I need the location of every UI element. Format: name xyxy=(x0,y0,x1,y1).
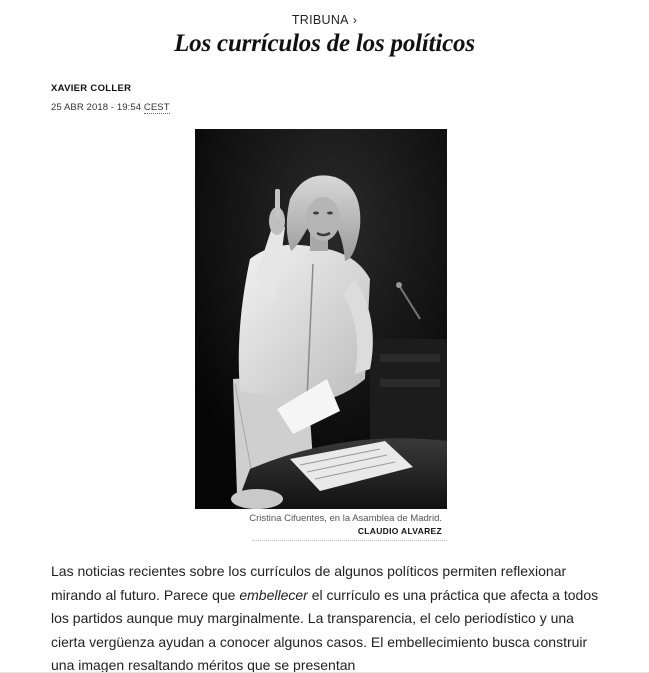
paragraph-text-start: Las noticias recientes sobre los currículos de algunos políticos permiten reflexionar mirando al futuro. Parece que xyxy=(51,563,567,603)
photo-credit: CLAUDIO ALVAREZ xyxy=(357,526,442,536)
article-body xyxy=(51,560,599,673)
photo-caption-text: Cristina Cifuentes, en la Asamblea de Madrid. xyxy=(249,513,442,524)
timezone-abbr: CEST xyxy=(143,102,170,113)
section-label[interactable]: TRIBUNA xyxy=(291,13,349,27)
section-kicker[interactable] xyxy=(0,13,649,27)
caption-divider xyxy=(252,540,447,541)
article-paragraph xyxy=(51,560,599,673)
author-name[interactable]: XAVIER COLLER xyxy=(51,83,132,94)
chevron-right-icon: › xyxy=(352,13,358,27)
article-headline: Los currículos de los políticos xyxy=(174,30,475,57)
article-photo xyxy=(195,129,447,509)
publish-date xyxy=(51,102,170,113)
paragraph-text-end: el currículo es una práctica que afecta a todos los partidos aunque muy marginalmente. La transparencia, el celo periodístico y una cierta vergüenza ayudan a conocer algunos casos. El embellecimiento busca construir una imagen resaltando méritos que se presentan xyxy=(51,586,599,673)
paragraph-emphasis: embellecer xyxy=(239,586,308,603)
photo-caption xyxy=(195,512,442,538)
publish-date-value: 25 ABR 2018 - 19:54 xyxy=(51,102,142,113)
politician-photo-illustration xyxy=(195,129,447,509)
